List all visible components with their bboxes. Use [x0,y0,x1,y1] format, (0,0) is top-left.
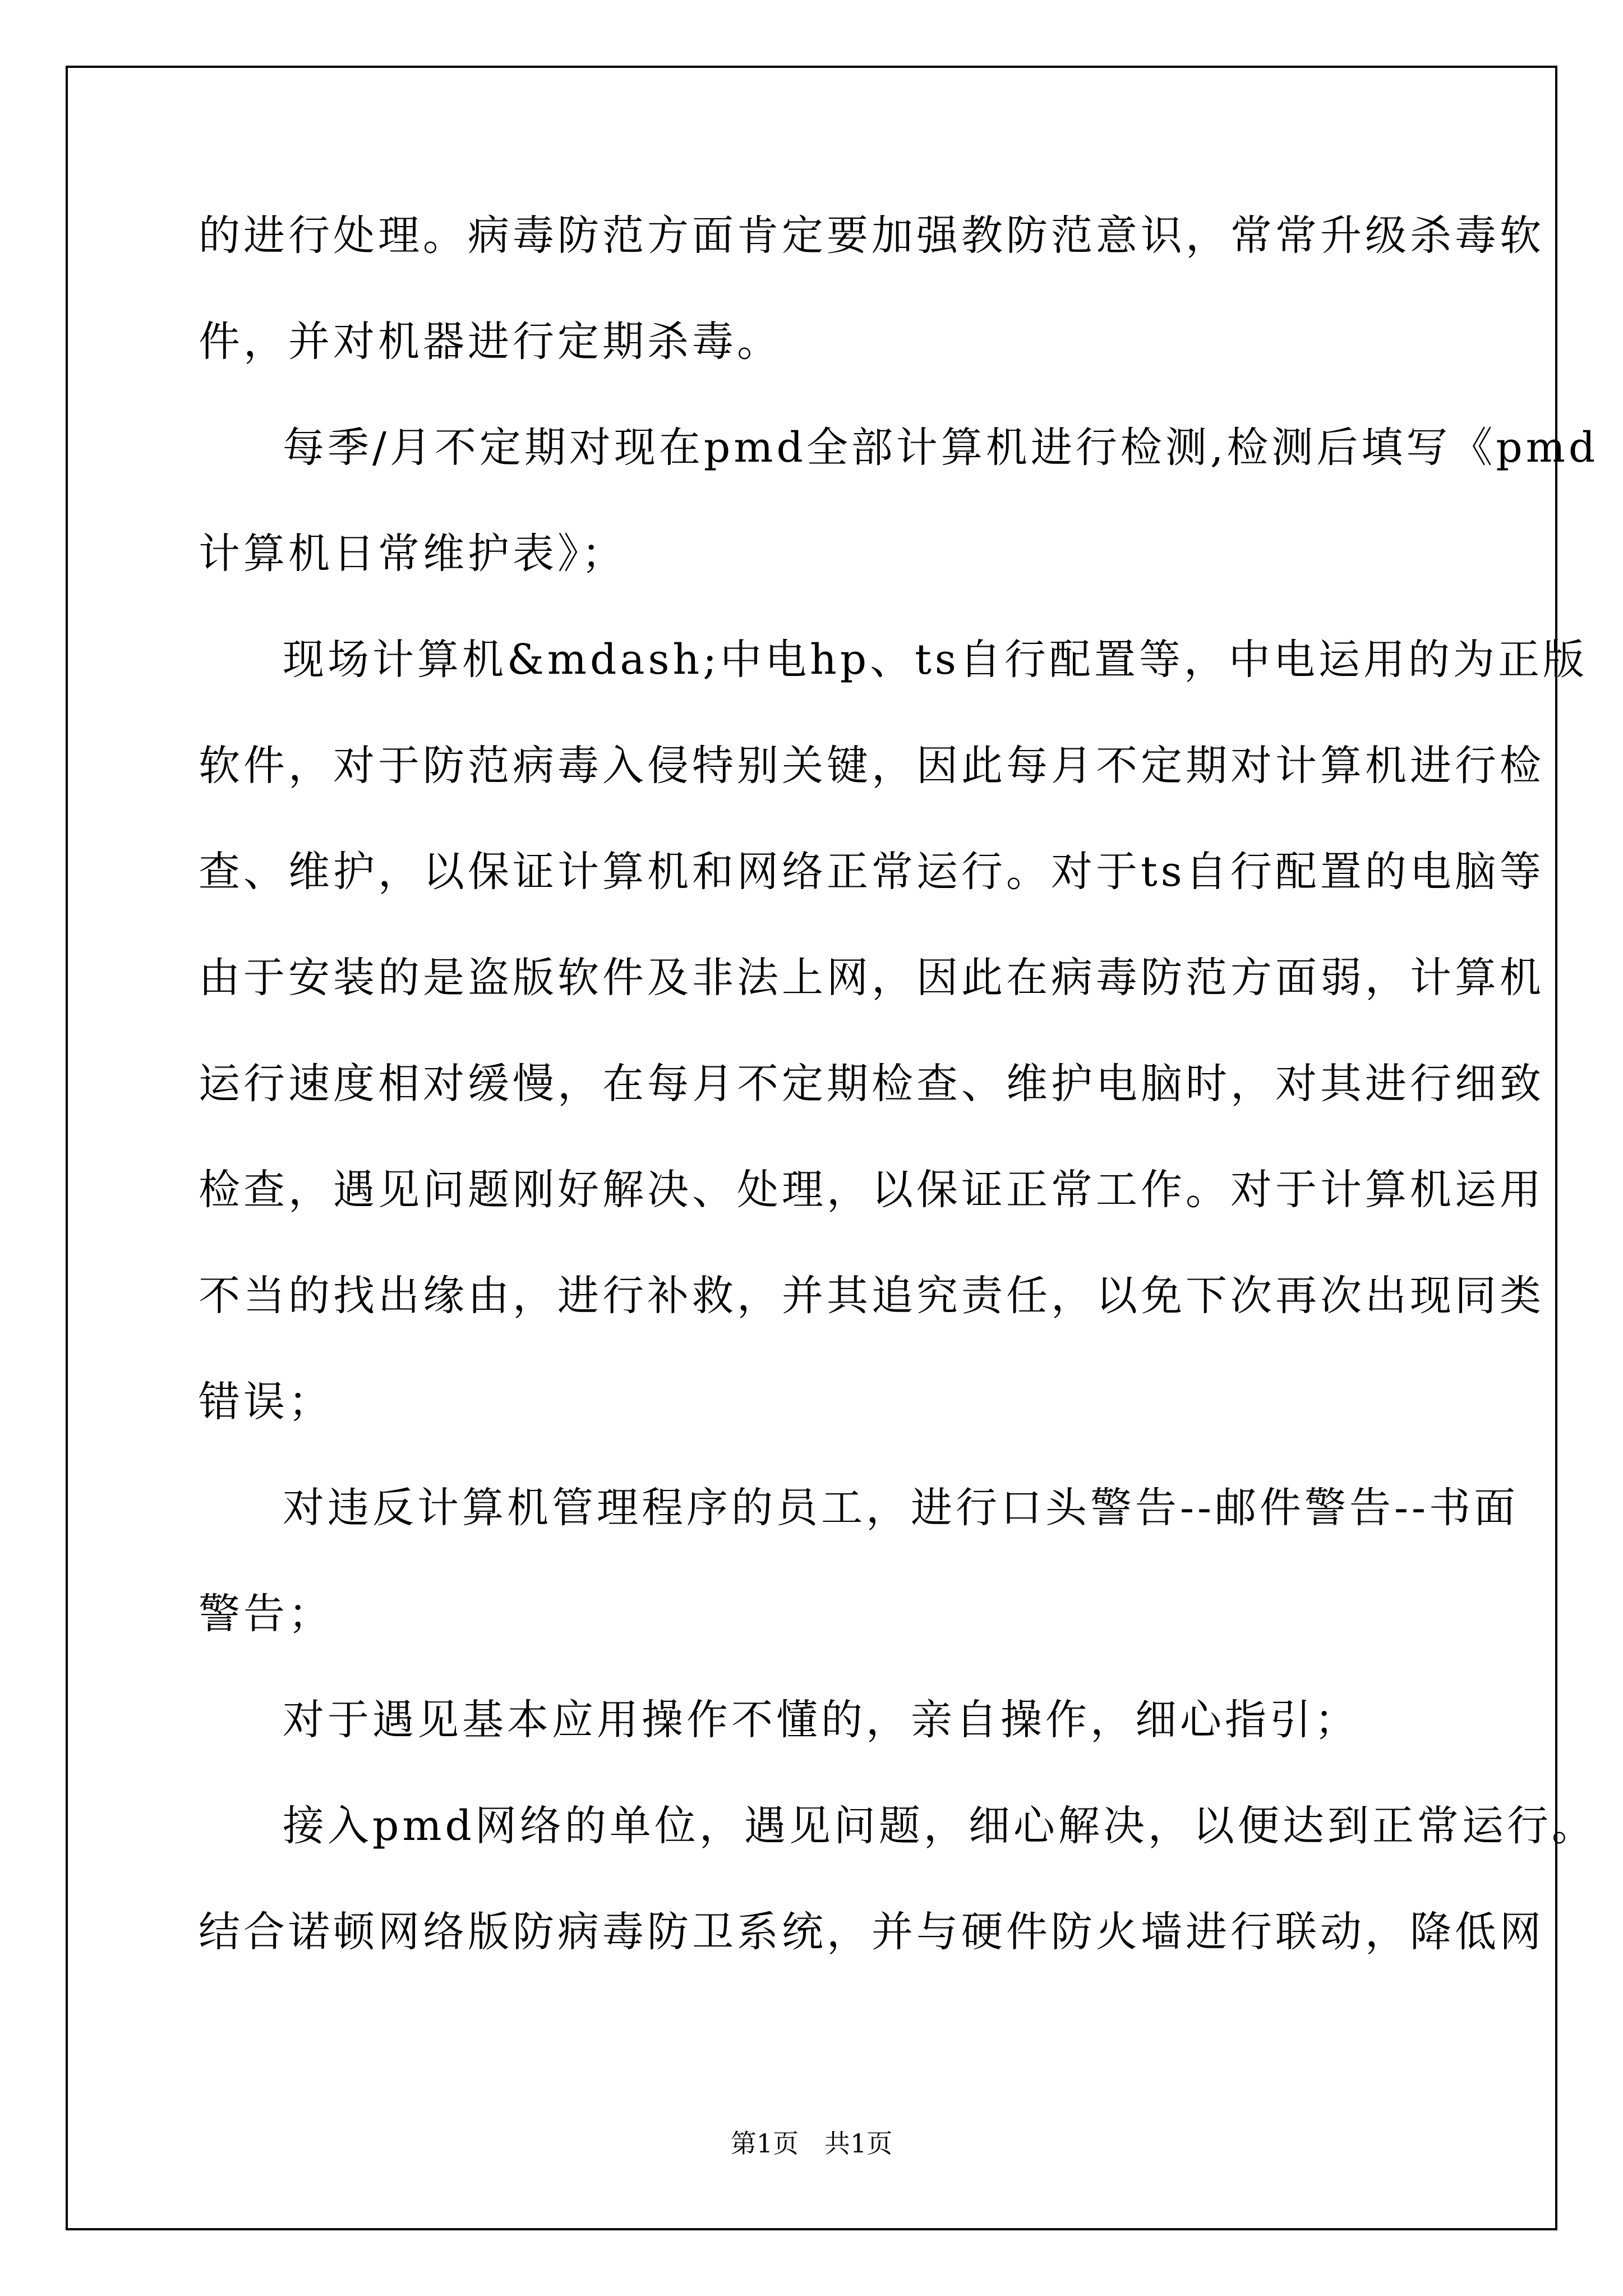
text-line: 检查，遇见问题刚好解决、处理，以保证正常工作。对于计算机运用 [199,1166,1544,1214]
text-line: 计算机日常维护表》； [199,530,626,578]
text-line: 软件，对于防范病毒入侵特别关键，因此每月不定期对计算机进行检 [199,742,1544,790]
text-line: 错误； [199,1378,333,1426]
text-line: 查、维护，以保证计算机和网络正常运行。对于ts自行配置的电脑等 [199,848,1544,896]
text-line: 不当的找出缘由，进行补救，并其追究责任，以免下次再次出现同类 [199,1272,1544,1320]
paragraph-first-line: 对违反计算机管理程序的员工，进行口头警告--邮件警告--书面 [283,1484,1519,1532]
text-line: 由于安装的是盗版软件及非法上网，因此在病毒防范方面弱，计算机 [199,954,1544,1002]
text-line: 件，并对机器进行定期杀毒。 [199,318,782,366]
text-line: 警告； [199,1590,333,1638]
paragraph-first-line: 接入pmd网络的单位，遇见问题，细心解决，以便达到正常运行。 [283,1802,1597,1850]
text-line: 结合诺顿网络版防病毒防卫系统，并与硬件防火墙进行联动，降低网 [199,1908,1544,1956]
paragraph-first-line: 现场计算机&mdash;中电hp、ts自行配置等，中电运用的为正版 [283,636,1588,684]
document-body [199,211,1599,2017]
paragraph-first-line: 对于遇见基本应用操作不懂的，亲自操作，细心指引； [283,1696,1359,1744]
text-line: 的进行处理。病毒防范方面肯定要加强教防范意识，常常升级杀毒软 [199,211,1544,260]
text-line: 运行速度相对缓慢，在每月不定期检查、维护电脑时，对其进行细致 [199,1060,1544,1108]
page-number-footer: 第1页 共1页 [730,2128,893,2159]
paragraph-first-line: 每季/月不定期对现在pmd全部计算机进行检测,检测后填写《pmd [283,424,1599,472]
